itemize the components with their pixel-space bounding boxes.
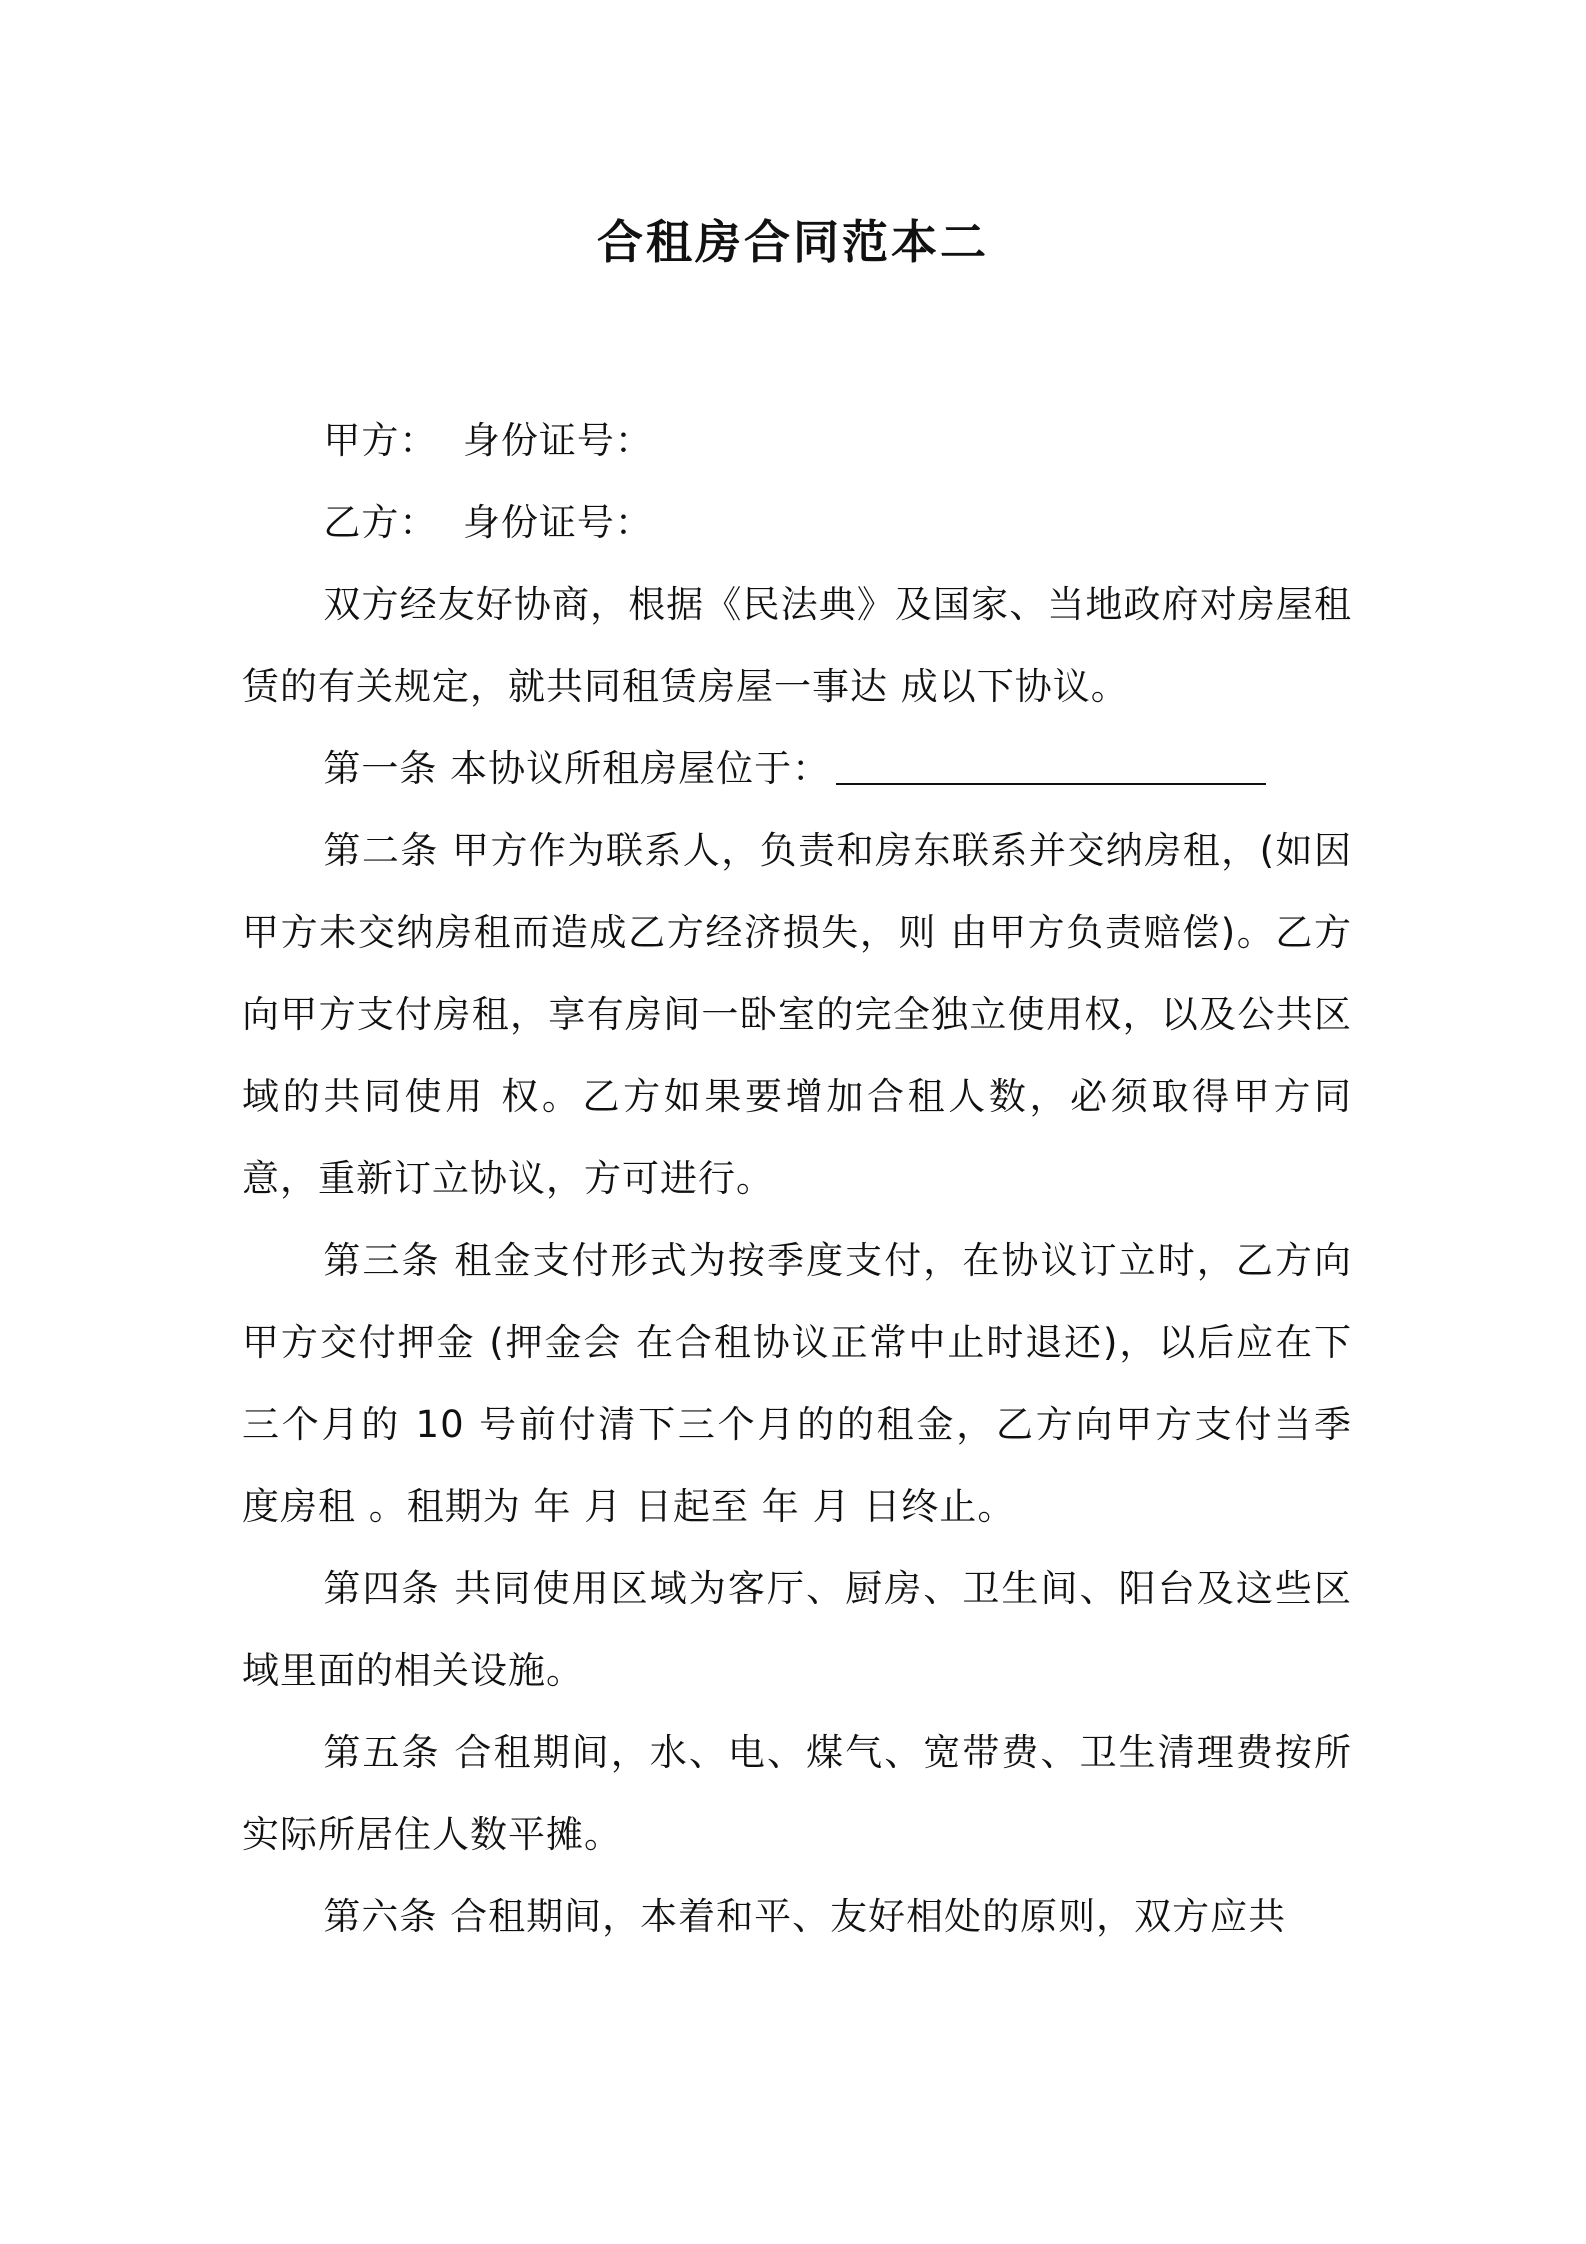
address-blank-line xyxy=(836,747,1266,785)
article-5-paragraph: 第五条 合租期间，水、电、煤气、宽带费、卫生清理费按所实际所居住人数平摊。 xyxy=(242,1731,1352,1856)
document-body xyxy=(242,400,1352,1958)
article-3-paragraph: 第三条 租金支付形式为按季度支付，在协议订立时，乙方向甲方交付押金 (押金会 在合租协议正常中止时退还)，以后应在下三个月的 10 号前付清下三个月的的租金，乙方向甲方支付当季 度房租 。租期为 年 月 日起至 年 月 日终止。 xyxy=(242,1239,1352,1528)
article-2-paragraph: 第二条 甲方作为联系人，负责和房东联系并交纳房租，(如因甲方未交纳房租而造成乙方经济损失，则 由甲方负责赔偿)。乙方向甲方支付房租，享有房间一卧室的完全独立使用权，以及公共区域的共同使用 权。乙方如果要增加合租人数，必须取得甲方同意，重新订立协议，方可进行。 xyxy=(242,829,1352,1200)
preamble-paragraph: 双方经友好协商，根据《民法典》及国家、当地政府对房屋租赁的有关规定，就共同租赁房屋一事达 成以下协议。 xyxy=(242,583,1352,708)
article-4-paragraph: 第四条 共同使用区域为客厅、厨房、卫生间、阳台及这些区域里面的相关设施。 xyxy=(242,1567,1352,1692)
party-b-line: 乙方： 身份证号： xyxy=(323,501,653,544)
article-1-text: 第一条 本协议所租房屋位于： xyxy=(323,747,831,790)
document-title: 合租房合同范本二 xyxy=(597,215,989,269)
article-1-paragraph xyxy=(242,728,1352,810)
party-a-line: 甲方： 身份证号： xyxy=(323,419,653,462)
article-6-paragraph: 第六条 合租期间，本着和平、友好相处的原则，双方应共 xyxy=(323,1895,1287,1938)
